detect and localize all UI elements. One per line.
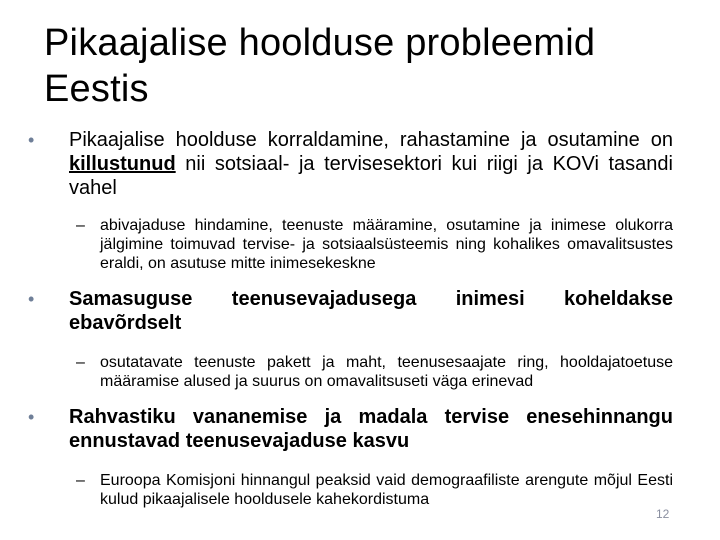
- bullet-text-before: Pikaajalise hoolduse korraldamine, rahastamine ja osutamine on: [69, 129, 673, 151]
- bullet-text: Samasuguse teenusevajadusega inimesi koheldakse ebavõrdselt: [69, 288, 673, 334]
- sub-bullet-item: [76, 353, 673, 391]
- bullet-item: [28, 287, 673, 335]
- bullet-text: Rahvastiku vananemise ja madala tervise enesehinnangu ennustavad teenusevajaduse kasvu: [69, 406, 673, 452]
- dash-icon: –: [76, 217, 85, 234]
- bullet-text-after: nii sotsiaal- ja tervisesektori kui riigi ja KOVi tasandi vahel: [69, 153, 673, 199]
- bullet-emphasis: killustunud: [69, 153, 176, 175]
- slide-content: [28, 128, 673, 509]
- page-number: 12: [656, 507, 670, 521]
- dash-icon: –: [76, 354, 85, 371]
- sub-bullet-text: osutatavate teenuste pakett ja maht, teenusesaajate ring, hooldajatoetuse määramise alused ja suurus on omavalitsuseti väga erinevad: [100, 354, 673, 390]
- sub-bullet-item: [76, 216, 673, 273]
- bullet-item: [28, 128, 673, 200]
- bullet-dot-icon: •: [28, 407, 35, 427]
- bullet-item: [28, 405, 673, 453]
- bullet-dot-icon: •: [28, 289, 35, 309]
- sub-bullet-text: Euroopa Komisjoni hinnangul peaksid vaid demograafiliste arengute mõjul Eesti kulud pikaajalisele hooldusele kahekordistuma: [100, 472, 673, 508]
- dash-icon: –: [76, 472, 85, 489]
- sub-bullet-text: abivajaduse hindamine, teenuste määramine, osutamine ja inimese olukorra jälgimine toimuvad tervise- ja sotsiaalsüsteemis ning kohalikes omavalitsustes eraldi, on asutuse mitte inimesekeskne: [100, 217, 673, 272]
- sub-bullet-item: [76, 471, 673, 509]
- bullet-dot-icon: •: [28, 130, 35, 150]
- bullet-text: [69, 129, 673, 199]
- slide-title: Pikaajalise hoolduse probleemid Eestis: [44, 22, 596, 110]
